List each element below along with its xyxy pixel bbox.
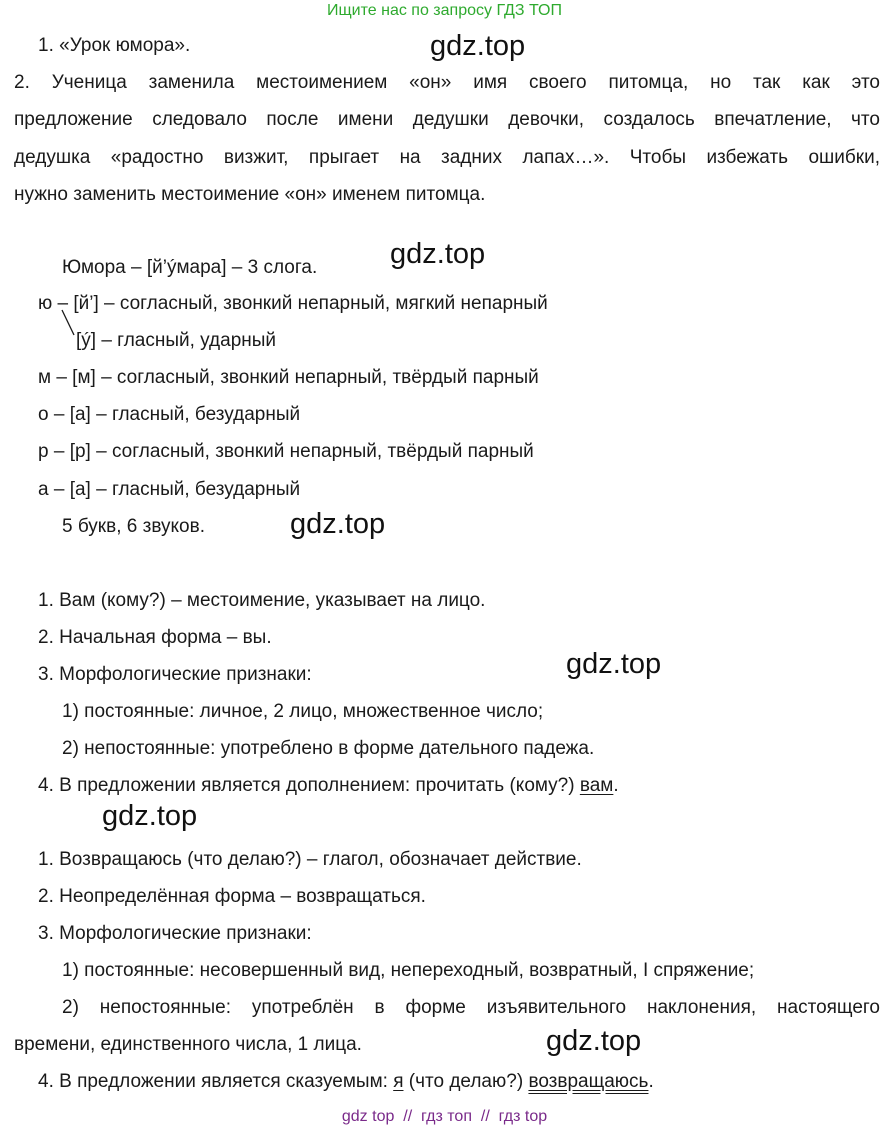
- watermark-4: gdz.top: [566, 648, 662, 680]
- s4-item4-question: (что делаю?): [403, 1071, 529, 1092]
- s4-item3: 3. Морфологические признаки:: [38, 923, 312, 944]
- s2-title: Юмора – [й’ýмара] – 3 слога.: [62, 257, 318, 278]
- watermark-2: gdz.top: [390, 238, 486, 270]
- s4-item4-verb: возвращаюсь: [528, 1071, 649, 1092]
- s3-item3-1: 1) постоянные: личное, 2 лицо, множественное число;: [62, 701, 544, 722]
- watermark-5: gdz.top: [102, 800, 198, 832]
- s2-summary: 5 букв, 6 звуков.: [62, 516, 205, 537]
- s2-row-yu: ю – [й’] – согласный, звонкий непарный, мягкий непарный: [38, 293, 548, 314]
- s3-item4-prefix: 4. В предложении является дополнением: прочитать (кому?): [38, 775, 580, 796]
- s4-item4-suffix: .: [648, 1071, 654, 1092]
- s3-item2: 2. Начальная форма – вы.: [38, 627, 272, 648]
- s2-row-m: м – [м] – согласный, звонкий непарный, твёрдый парный: [38, 367, 539, 388]
- s2-row-u-sound: [ý] – гласный, ударный: [76, 330, 277, 351]
- s4-item3-1: 1) постоянные: несовершенный вид, непереходный, возвратный, I спряжение;: [62, 960, 755, 981]
- watermark-1: gdz.top: [430, 30, 526, 62]
- s4-item4-prefix: 4. В предложении является сказуемым:: [38, 1071, 394, 1092]
- s3-item4-suffix: .: [613, 775, 619, 796]
- s3-item4: [38, 774, 619, 798]
- s4-item3-2-line2: времени, единственного числа, 1 лица.: [14, 1034, 362, 1055]
- s4-item3-2-line1: 2) непостоянные: употреблён в форме изъявительного наклонения, настоящего: [62, 997, 880, 1018]
- s4-item2: 2. Неопределённая форма – возвращаться.: [38, 886, 426, 907]
- s1-para-line-1: 2. Ученица заменила местоимением «он» имя своего питомца, но так как это: [14, 72, 880, 93]
- s3-item1: 1. Вам (кому?) – местоимение, указывает на лицо.: [38, 590, 486, 611]
- s4-item4: [38, 1070, 654, 1094]
- top-banner: Ищите нас по запросу ГДЗ ТОП: [327, 2, 562, 19]
- s1-para-line-2: предложение следовало после имени дедушки девочки, создалось впечатление, что: [14, 109, 880, 130]
- s2-row-r: р – [р] – согласный, звонкий непарный, твёрдый парный: [38, 441, 534, 462]
- watermark-3: gdz.top: [290, 508, 386, 540]
- s3-item3: 3. Морфологические признаки:: [38, 664, 312, 685]
- s1-item1: 1. «Урок юмора».: [38, 35, 191, 56]
- s2-row-o: о – [а] – гласный, безударный: [38, 404, 301, 425]
- footer-links: gdz top // гдз топ // гдз top: [341, 1108, 548, 1125]
- s1-para-line-4: нужно заменить местоимение «он» именем питомца.: [14, 184, 486, 205]
- s4-item4-subject: я: [393, 1071, 404, 1092]
- s3-item3-2: 2) непостоянные: употреблено в форме дательного падежа.: [62, 738, 595, 759]
- s1-para-line-3: дедушка «радостно визжит, прыгает на задних лапах…». Чтобы избежать ошибки,: [14, 147, 880, 168]
- s2-row-a: а – [а] – гласный, безударный: [38, 479, 301, 500]
- s4-item1: 1. Возвращаюсь (что делаю?) – глагол, обозначает действие.: [38, 849, 582, 870]
- watermark-6: gdz.top: [546, 1025, 642, 1057]
- s3-item4-word: вам: [579, 775, 614, 796]
